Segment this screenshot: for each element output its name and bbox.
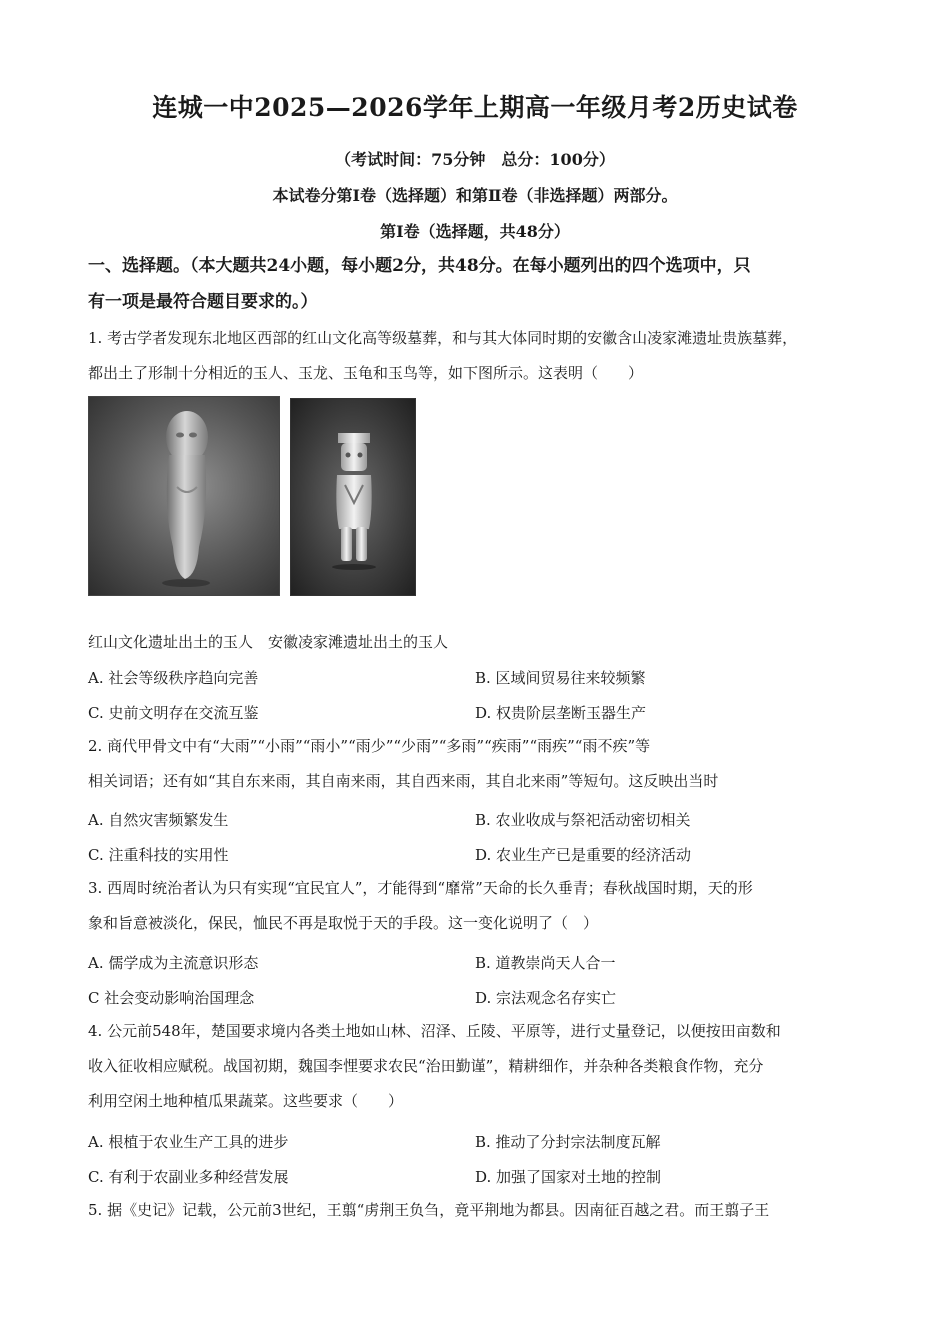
question-1-line-2: 都出土了形制十分相近的玉人、玉龙、玉龟和玉鸟等，如下图所示。这表明（ ） <box>88 364 644 382</box>
question-4-line-2: 收入征收相应赋税。战国初期，魏国李悝要求农民“治田勤谨”，精耕细作，并杂种各类粮食作物，充分 <box>88 1057 764 1075</box>
q4-option-c[interactable]: C. 有利于农副业多种经营发展 <box>88 1168 289 1186</box>
q1-option-a[interactable]: A. 社会等级秩序趋向完善 <box>88 669 259 687</box>
question-3-stem <box>88 871 878 941</box>
question-2-stem <box>88 729 878 799</box>
question-1-stem <box>88 321 878 391</box>
section-line-1: 一、选择题。（本大题共24小题，每小题2分，共48分。在每小题列出的四个选项中，只 <box>88 256 751 276</box>
question-4-stem <box>88 1014 878 1119</box>
question-2-line-1: 2. 商代甲骨文中有“大雨”“小雨”“雨小”“雨少”“少雨”“多雨”“疾雨”“雨疾”“雨不疾”等 <box>88 737 651 755</box>
q1-option-b[interactable]: B. 区域间贸易往来较频繁 <box>475 669 646 687</box>
question-2-line-2: 相关词语；还有如“其自东来雨，其自南来雨，其自西来雨，其自北来雨”等短句。这反映出当时 <box>88 772 719 790</box>
question-3-line-1: 3. 西周时统治者认为只有实现“宜民宜人”，才能得到“靡常”天命的长久垂青；春秋战国时期，天的形 <box>88 879 753 897</box>
q2-option-d[interactable]: D. 农业生产已是重要的经济活动 <box>475 846 692 864</box>
q3-option-b[interactable]: B. 道教崇尚天人合一 <box>475 954 616 972</box>
q4-option-d[interactable]: D. 加强了国家对土地的控制 <box>475 1168 662 1186</box>
question-1-caption: 红山文化遗址出土的玉人 安徽凌家滩遗址出土的玉人 <box>88 633 449 651</box>
q3-option-c[interactable]: C 社会变动影响治国理念 <box>88 989 255 1007</box>
question-5-stem <box>88 1193 878 1228</box>
exam-info: （考试时间：75分钟 总分：100分） <box>335 150 615 169</box>
section-line-2: 有一项是最符合题目要求的。） <box>88 292 318 312</box>
q1-option-d[interactable]: D. 权贵阶层垄断玉器生产 <box>475 704 647 722</box>
hongshan-jade-figure-photo <box>88 396 280 596</box>
q4-option-b[interactable]: B. 推动了分封宗法制度瓦解 <box>475 1133 661 1151</box>
q1-option-c[interactable]: C. 史前文明存在交流互鉴 <box>88 704 259 722</box>
part-one-heading: 第Ⅰ卷（选择题，共48分） <box>380 222 570 241</box>
q2-option-c[interactable]: C. 注重科技的实用性 <box>88 846 229 864</box>
q3-option-a[interactable]: A. 儒学成为主流意识形态 <box>88 954 259 972</box>
question-4-line-3: 利用空闲土地种植瓜果蔬菜。这些要求（ ） <box>88 1092 404 1110</box>
question-4-line-1: 4. 公元前548年，楚国要求境内各类土地如山林、沼泽、丘陵、平原等，进行丈量登记，以便按田亩数和 <box>88 1022 781 1040</box>
exam-title: 连城一中2025—2026学年上期高一年级月考2历史试卷 <box>152 93 798 122</box>
q3-option-d[interactable]: D. 宗法观念名存实亡 <box>475 989 617 1007</box>
q4-option-a[interactable]: A. 根植于农业生产工具的进步 <box>88 1133 289 1151</box>
q2-option-b[interactable]: B. 农业收成与祭祀活动密切相关 <box>475 811 691 829</box>
q2-option-a[interactable]: A. 自然灾害频繁发生 <box>88 811 229 829</box>
question-1-line-1: 1. 考古学者发现东北地区西部的红山文化高等级墓葬，和与其大体同时期的安徽含山凌家滩遗址贵族墓葬， <box>88 329 798 347</box>
exam-structure: 本试卷分第Ⅰ卷（选择题）和第Ⅱ卷（非选择题）两部分。 <box>272 186 678 205</box>
question-3-line-2: 象和旨意被淡化，保民，恤民不再是取悦于天的手段。这一变化说明了（ ） <box>88 914 599 932</box>
question-5-line-1: 5. 据《史记》记载，公元前3世纪，王翦“虏荆王负刍，竟平荆地为都县。因南征百越之君。而王翦子王 <box>88 1201 770 1219</box>
section-instructions <box>88 248 868 320</box>
lingjiatan-jade-figure-photo <box>290 398 416 596</box>
